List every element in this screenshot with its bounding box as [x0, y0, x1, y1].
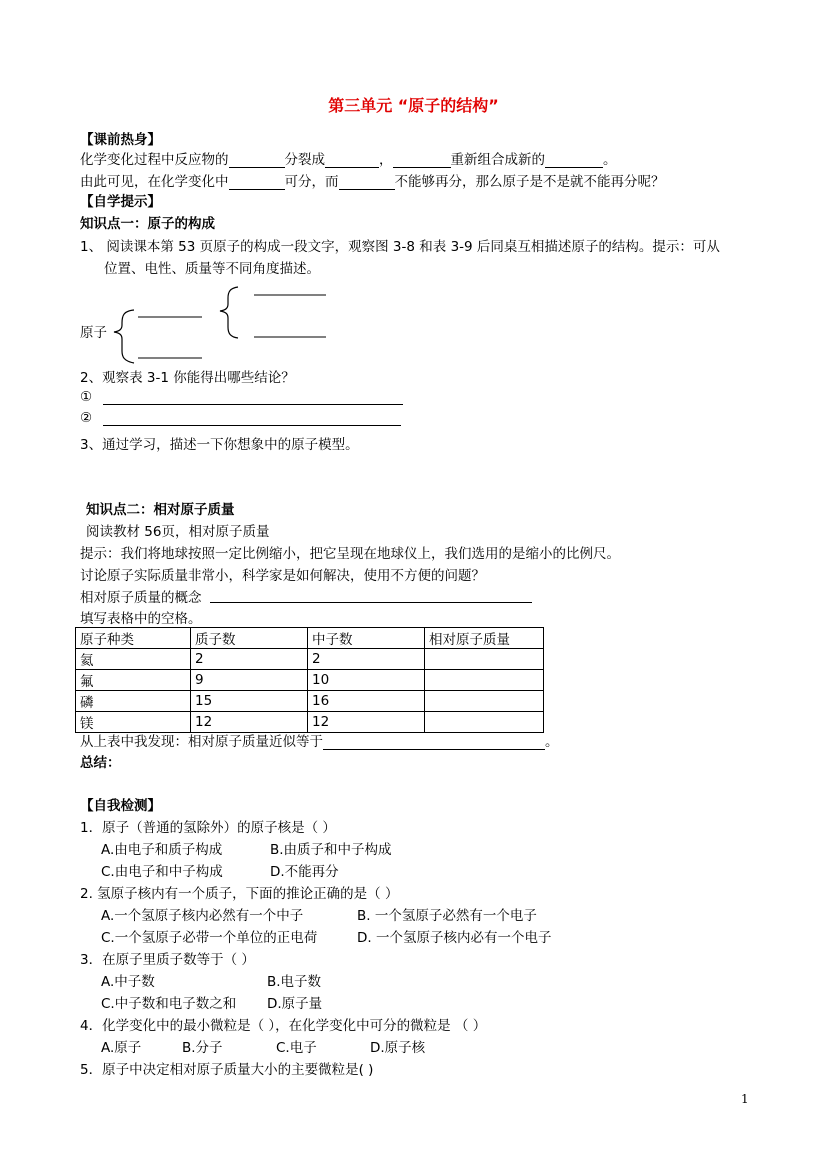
option-d[interactable]: D.不能再分	[270, 864, 339, 880]
warmup-text: 分裂成	[284, 152, 325, 168]
table-cell: 12	[191, 712, 308, 733]
finding-text: 。	[545, 734, 559, 750]
option-b[interactable]: B.由质子和中子构成	[270, 842, 392, 858]
warmup-text: 。	[603, 152, 617, 168]
table-row	[76, 670, 544, 691]
option-a[interactable]: A.中子数	[101, 974, 155, 990]
answer-blank[interactable]	[545, 153, 603, 168]
answer-blank[interactable]	[103, 404, 403, 405]
warmup-text: 不能够再分，那么原子是不是就不能再分呢？	[394, 174, 665, 190]
answer-blank[interactable]	[339, 175, 395, 190]
table-row	[76, 649, 544, 670]
warmup-text: 化学变化过程中反应物的	[80, 152, 229, 168]
option-c[interactable]: C.由电子和中子构成	[101, 864, 223, 880]
option-d[interactable]: D. 一个氢原子核内必有一个电子	[357, 930, 552, 946]
warmup-text: 可分，而	[284, 174, 339, 190]
hint-text: 提示：我们将地球按照一定比例缩小，把它呈现在地球仪上，我们选用的是缩小的比例尺。	[80, 546, 620, 562]
option-a[interactable]: A.一个氢原子核内必然有一个中子	[101, 908, 304, 924]
knowledge-point-2-title: 知识点二：相对原子质量	[86, 502, 235, 518]
option-b[interactable]: B. 一个氢原子必然有一个电子	[357, 908, 537, 924]
table-cell-blank[interactable]	[425, 670, 544, 691]
self-study-heading: 【自学提示】	[80, 194, 161, 210]
question-1-text-cont: 位置、电性、质量等不同角度描述。	[104, 261, 320, 277]
table-cell: 磷	[76, 691, 191, 712]
table-cell: 12	[308, 712, 425, 733]
warmup-heading: 【课前热身】	[80, 132, 161, 148]
table-cell: 氟	[76, 670, 191, 691]
answer-blank[interactable]	[210, 602, 532, 603]
page-number: 1	[741, 1092, 749, 1106]
table-cell-blank[interactable]	[425, 691, 544, 712]
table-header-row	[76, 628, 544, 649]
option-a[interactable]: A.由电子和质子构成	[101, 842, 223, 858]
conclusion-mark-1: ①	[80, 389, 93, 405]
option-d[interactable]: D.原子量	[267, 996, 323, 1012]
discussion-text: 讨论原子实际质量非常小，科学家是如何解决，使用不方便的问题？	[80, 568, 485, 584]
option-b[interactable]: B.电子数	[267, 974, 322, 990]
question-1-text: 1、 阅读课本第 53 页原子的构成一段文字，观察图 3-8 和表 3-9 后同桌互相描述原子的结构。提示：可从	[80, 239, 720, 255]
warmup-text: 由此可见，在化学变化中	[80, 174, 229, 190]
answer-blank[interactable]	[229, 153, 285, 168]
test-question-4: 4．化学变化中的最小微粒是（ ），在化学变化中可分的微粒是 （ ）	[80, 1018, 487, 1034]
table-header-cell: 中子数	[308, 628, 425, 649]
table-cell: 镁	[76, 712, 191, 733]
finding-line	[80, 730, 559, 750]
warmup-line-2	[80, 170, 665, 190]
table-cell-blank[interactable]	[425, 649, 544, 670]
table-cell: 氦	[76, 649, 191, 670]
question-2-text: 2、观察表 3-1 你能得出哪些结论？	[80, 370, 295, 386]
test-question-2: 2. 氢原子核内有一个质子，下面的推论正确的是（ ）	[80, 886, 399, 902]
table-row	[76, 691, 544, 712]
atom-data-table	[75, 627, 544, 733]
table-header-cell: 原子种类	[76, 628, 191, 649]
option-d[interactable]: D.原子核	[370, 1040, 426, 1056]
answer-blank[interactable]	[229, 175, 285, 190]
test-question-1: 1．原子（普通的氢除外）的原子核是（ ）	[80, 820, 336, 836]
table-cell: 15	[191, 691, 308, 712]
fill-table-instruction: 填写表格中的空格。	[80, 611, 202, 627]
knowledge-point-1-title: 知识点一：原子的构成	[80, 216, 215, 232]
table-cell: 2	[308, 649, 425, 670]
option-c[interactable]: C.中子数和电子数之和	[101, 996, 237, 1012]
warmup-text: ，	[379, 152, 393, 168]
self-test-heading: 【自我检测】	[80, 798, 161, 814]
concept-prompt: 相对原子质量的概念	[80, 590, 202, 606]
conclusion-mark-2: ②	[80, 410, 93, 426]
summary-label: 总结：	[80, 755, 121, 771]
table-cell: 2	[191, 649, 308, 670]
table-cell: 9	[191, 670, 308, 691]
answer-blank[interactable]	[103, 425, 401, 426]
option-b[interactable]: B.分子	[182, 1040, 223, 1056]
right-brace	[220, 287, 238, 338]
table-cell: 16	[308, 691, 425, 712]
page-title: 第三单元 “原子的结构”	[328, 96, 499, 115]
warmup-line-1	[80, 148, 617, 168]
test-question-5: 5．原子中决定相对原子质量大小的主要微粒是( )	[80, 1062, 374, 1078]
option-a[interactable]: A.原子	[101, 1040, 142, 1056]
atom-structure-diagram	[110, 285, 350, 370]
reading-instruction: 阅读教材 56页，相对原子质量	[86, 524, 270, 540]
table-header-cell: 相对原子质量	[425, 628, 544, 649]
option-c[interactable]: C.电子	[276, 1040, 317, 1056]
question-3-text: 3、通过学习，描述一下你想象中的原子模型。	[80, 437, 359, 453]
warmup-text: 重新组合成新的	[450, 152, 545, 168]
left-brace	[114, 310, 134, 363]
table-header-cell: 质子数	[191, 628, 308, 649]
atom-label: 原子	[80, 325, 107, 341]
finding-text: 从上表中我发现：相对原子质量近似等于	[80, 734, 323, 750]
answer-blank[interactable]	[323, 735, 545, 750]
answer-blank[interactable]	[393, 153, 451, 168]
answer-blank[interactable]	[325, 153, 379, 168]
option-c[interactable]: C.一个氢原子必带一个单位的正电荷	[101, 930, 318, 946]
test-question-3: 3．在原子里质子数等于（ ）	[80, 952, 255, 968]
table-cell: 10	[308, 670, 425, 691]
